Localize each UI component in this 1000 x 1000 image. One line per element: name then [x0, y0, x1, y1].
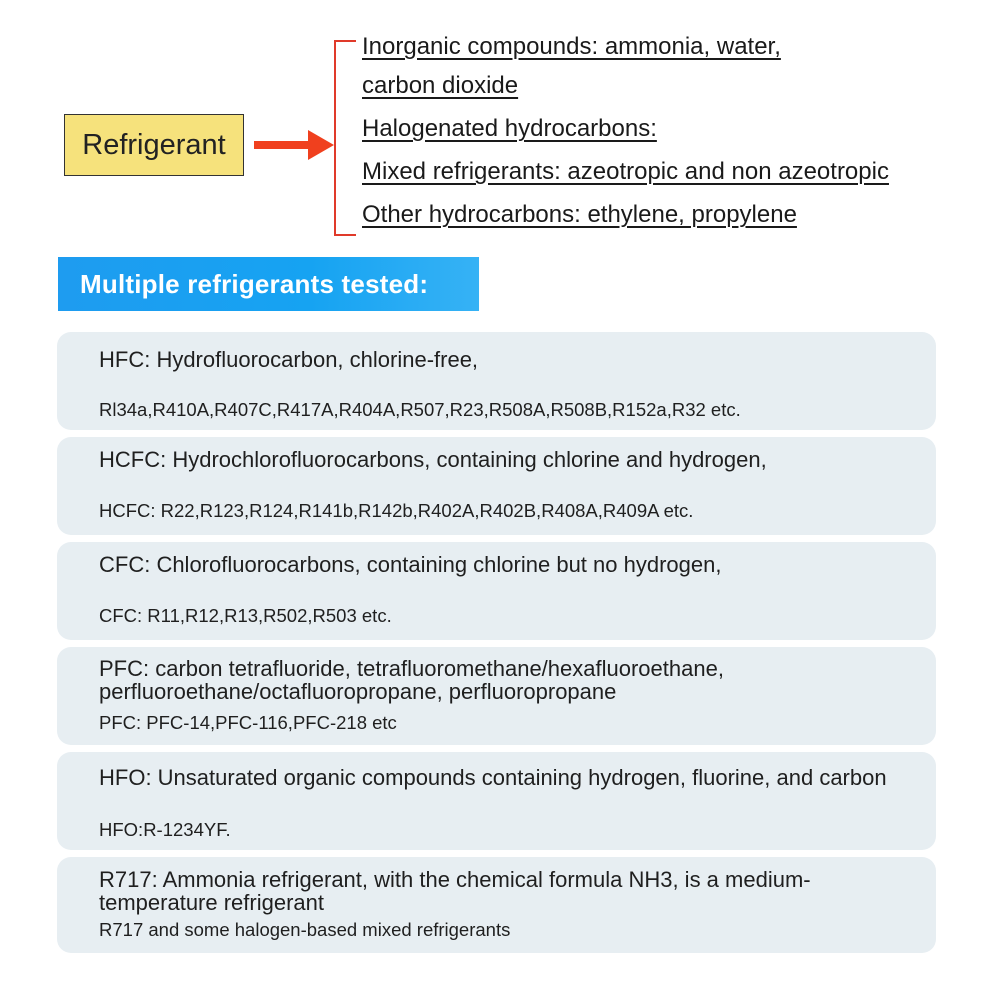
- card-cfc: [57, 542, 936, 640]
- card-description: CFC: Chlorofluorocarbons, containing chlorine but no hydrogen,: [99, 552, 722, 577]
- card-hfc: [57, 332, 936, 430]
- card-examples: CFC: R11,R12,R13,R502,R503 etc.: [99, 605, 392, 626]
- category-other-hydrocarbons: Other hydrocarbons: ethylene, propylene: [362, 201, 797, 228]
- card-description: R717: Ammonia refrigerant, with the chemical formula NH3, is a medium-temperature refrigerant: [99, 867, 811, 915]
- card-examples: PFC: PFC-14,PFC-116,PFC-218 etc: [99, 712, 397, 733]
- card-examples: R717 and some halogen-based mixed refrigerants: [99, 919, 511, 940]
- card-description: HCFC: Hydrochlorofluorocarbons, containing chlorine and hydrogen,: [99, 447, 767, 472]
- refrigerant-label-box: [64, 114, 244, 176]
- category-inorganic-cont: carbon dioxide: [362, 72, 519, 99]
- card-examples: Rl34a,R410A,R407C,R417A,R404A,R507,R23,R508A,R508B,R152a,R32 etc.: [99, 399, 741, 420]
- card-examples: HFO:R-1234YF.: [99, 819, 231, 840]
- card-hcfc: [57, 437, 936, 535]
- card-description: HFC: Hydrofluorocarbon, chlorine-free,: [99, 347, 479, 372]
- category-bracket: [334, 40, 356, 236]
- category-halogenated: Halogenated hydrocarbons:: [362, 115, 657, 142]
- category-inorganic: Inorganic compounds: ammonia, water,: [362, 33, 781, 60]
- card-r717: [57, 857, 936, 953]
- card-examples: HCFC: R22,R123,R124,R141b,R142b,R402A,R402B,R408A,R409A etc.: [99, 500, 694, 521]
- card-hfo: [57, 752, 936, 850]
- refrigerant-label: Refrigerant: [82, 128, 226, 161]
- card-description: PFC: carbon tetrafluoride, tetrafluoromethane/hexafluoroethane, perfluoroethane/octafluoropropane, perfluoropropane: [99, 656, 724, 704]
- section-banner: [58, 257, 479, 311]
- section-banner-title: Multiple refrigerants tested:: [80, 268, 429, 299]
- card-description: HFO: Unsaturated organic compounds containing hydrogen, fluorine, and carbon: [99, 765, 887, 790]
- card-pfc: [57, 647, 936, 745]
- category-mixed: Mixed refrigerants: azeotropic and non azeotropic: [362, 158, 889, 185]
- arrow-right-icon: [254, 128, 336, 162]
